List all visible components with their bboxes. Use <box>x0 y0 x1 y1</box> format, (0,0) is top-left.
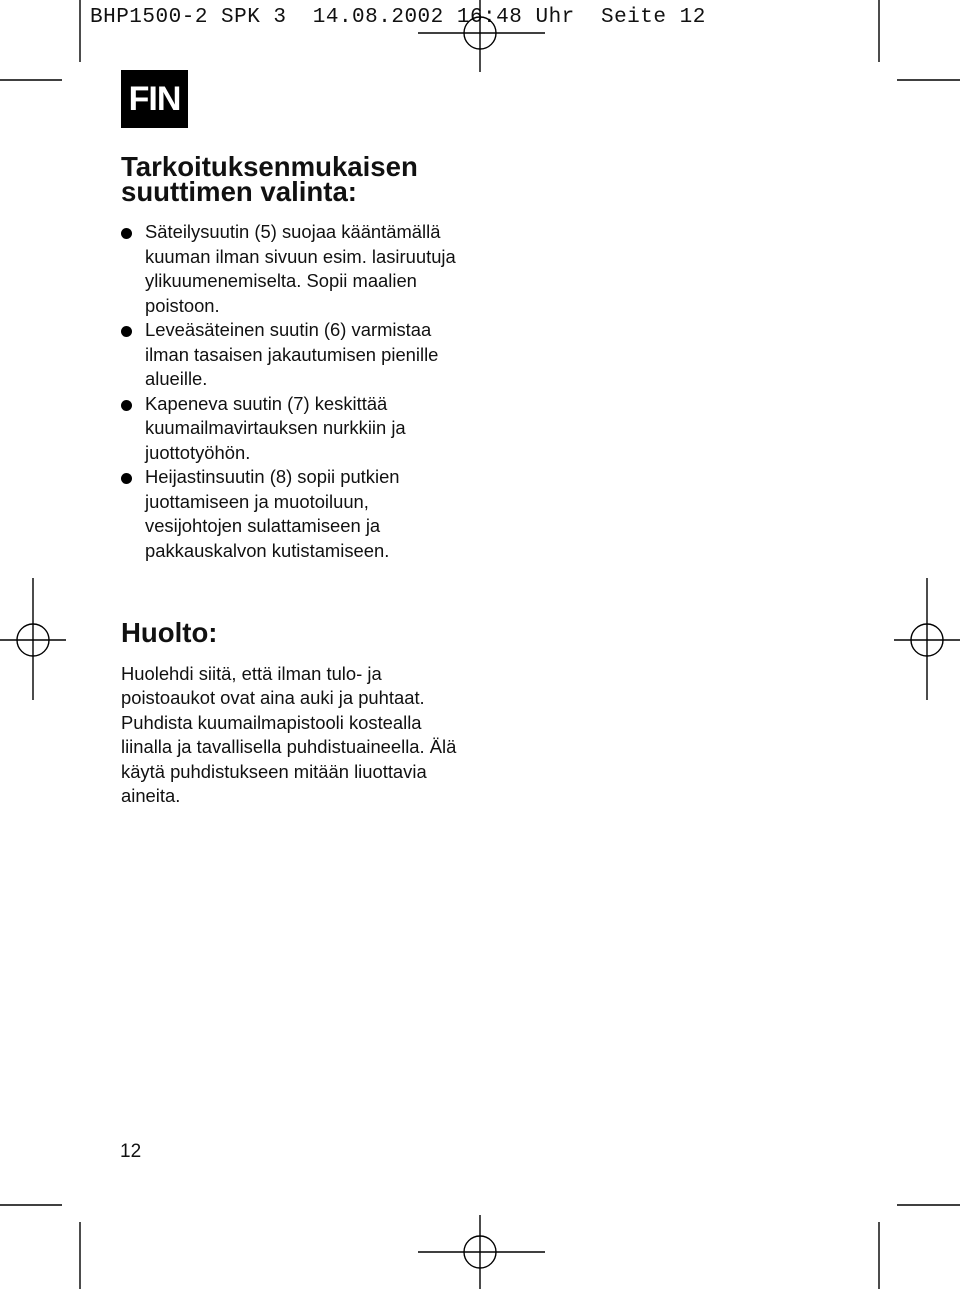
list-item-text: Kapeneva suutin (7) keskittää kuumailmavirtauksen nurkkiin ja juottotyöhön. <box>145 392 406 463</box>
maintenance-paragraph: Huolehdi siitä, että ilman tulo- ja poistoaukot ovat aina auki ja puhtaat. Puhdista kuumailmapistooli kostealla liinalla ja tavallisella puhdistuaineella. Älä käytä puhdistukseen mitään liuottavia aineita. <box>121 662 457 806</box>
list-item <box>121 392 466 466</box>
bullet-icon <box>121 228 132 239</box>
list-item <box>121 220 466 318</box>
bullet-icon <box>121 400 132 411</box>
registration-mark-top <box>418 0 545 72</box>
language-badge: FIN <box>121 70 188 128</box>
list-item <box>121 318 466 392</box>
registration-mark-left <box>0 578 66 700</box>
list-item-text: Heijastinsuutin (8) sopii putkien juottamiseen ja muotoiluun, vesijohtojen sulattamiseen ja pakkauskalvon kutistamiseen. <box>145 466 400 561</box>
bullet-icon <box>121 473 132 484</box>
bullet-icon <box>121 326 132 337</box>
main-content <box>121 151 466 809</box>
section-title-maintenance: Huolto: <box>121 617 218 648</box>
list-item-text: Säteilysuutin (5) suojaa kääntämällä kuuman ilman sivuun esim. lasiruutuja ylikuumenemiselta. Sopii maalien poistoon. <box>145 221 456 316</box>
registration-mark-right <box>894 578 960 700</box>
section-title-nozzle-selection: Tarkoituksenmukaisen suuttimen valinta: <box>121 151 418 207</box>
print-slug-line: BHP1500-2 SPK 3 14.08.2002 16:48 Uhr Seite 12 <box>90 6 706 29</box>
list-item <box>121 465 466 563</box>
list-item-text: Leveäsäteinen suutin (6) varmistaa ilman tasaisen jakautumisen pienille alueille. <box>145 319 439 389</box>
page-number: 12 <box>120 1141 142 1162</box>
nozzle-list <box>121 220 466 563</box>
registration-mark-bottom <box>418 1215 545 1289</box>
